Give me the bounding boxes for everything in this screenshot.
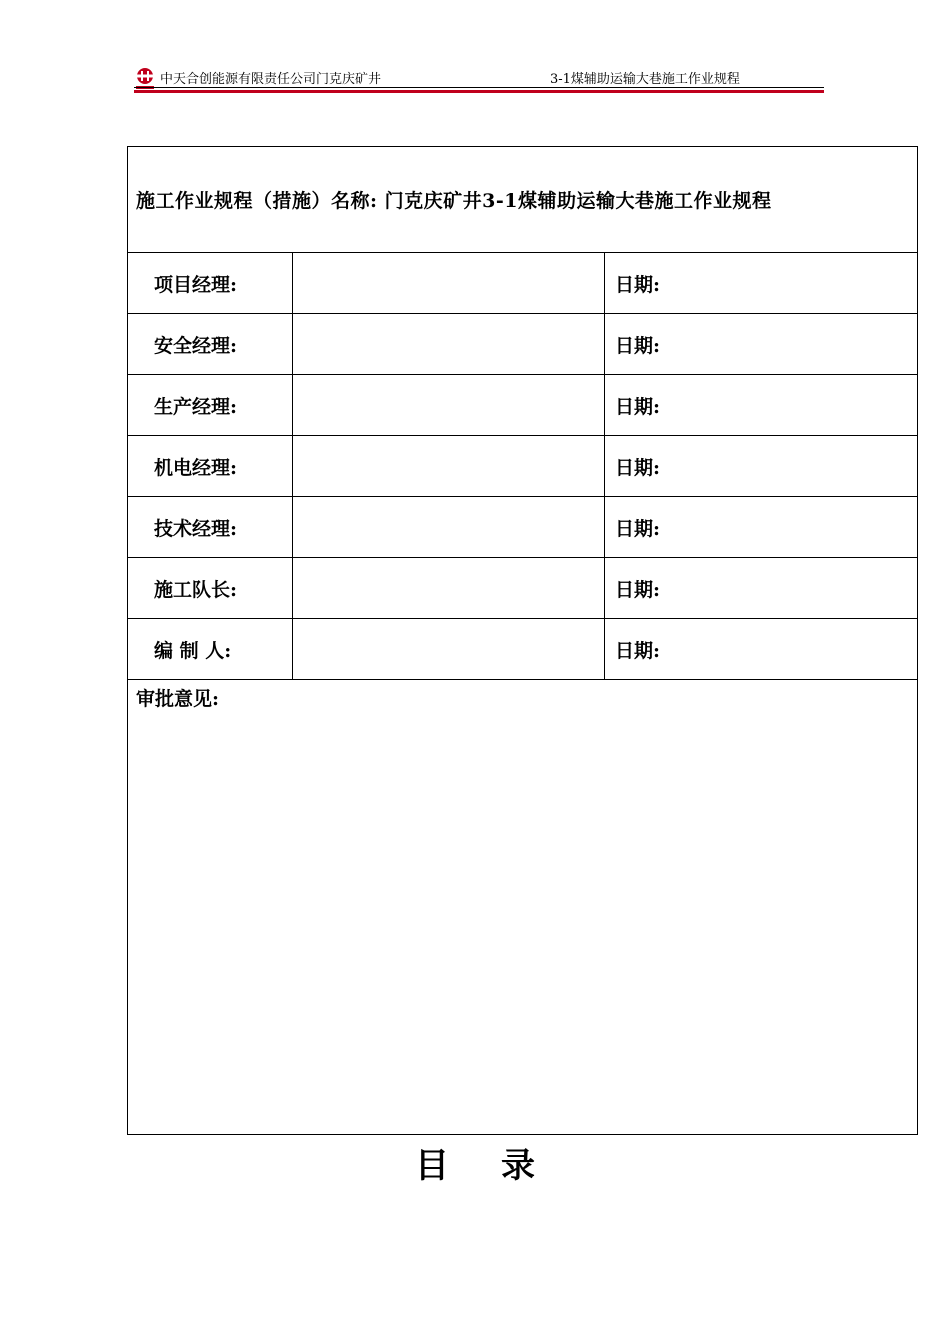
table-row	[128, 497, 918, 558]
signature-field-team-leader[interactable]	[293, 558, 605, 619]
signature-field-technical-manager[interactable]	[293, 497, 605, 558]
signature-field-project-manager[interactable]	[293, 253, 605, 314]
date-label: 日期:	[605, 436, 918, 497]
role-label-technical-manager: 技术经理:	[128, 497, 293, 558]
date-label: 日期:	[605, 375, 918, 436]
date-label: 日期:	[605, 314, 918, 375]
approval-form-table	[127, 146, 918, 1135]
role-label-safety-manager: 安全经理:	[128, 314, 293, 375]
table-row	[128, 619, 918, 680]
header-rule-thin	[134, 87, 824, 88]
date-label: 日期:	[605, 497, 918, 558]
role-label-electromechanical-manager: 机电经理:	[128, 436, 293, 497]
header-rule-thick	[134, 90, 824, 93]
signature-field-production-manager[interactable]	[293, 375, 605, 436]
approval-opinion-label: 审批意见:	[136, 688, 220, 710]
table-row	[128, 253, 918, 314]
role-label-project-manager: 项目经理:	[128, 253, 293, 314]
page-header	[134, 64, 824, 96]
header-document-title: 3-1煤辅助运输大巷施工作业规程	[550, 72, 740, 87]
date-label: 日期:	[605, 619, 918, 680]
date-label: 日期:	[605, 253, 918, 314]
signature-field-safety-manager[interactable]	[293, 314, 605, 375]
approval-opinion-field[interactable]	[128, 680, 918, 1135]
signature-field-electromechanical-manager[interactable]	[293, 436, 605, 497]
table-of-contents-heading: 目录	[415, 1146, 587, 1186]
table-row	[128, 375, 918, 436]
role-label-author: 编 制 人:	[128, 619, 293, 680]
table-row	[128, 436, 918, 497]
table-row	[128, 314, 918, 375]
table-row	[128, 558, 918, 619]
role-label-team-leader: 施工队长:	[128, 558, 293, 619]
date-label: 日期:	[605, 558, 918, 619]
signature-field-author[interactable]	[293, 619, 605, 680]
role-label-production-manager: 生产经理:	[128, 375, 293, 436]
header-company-name: 中天合创能源有限责任公司门克庆矿井	[160, 72, 382, 87]
form-title: 施工作业规程（措施）名称: 门克庆矿井3-1煤辅助运输大巷施工作业规程	[128, 147, 918, 253]
